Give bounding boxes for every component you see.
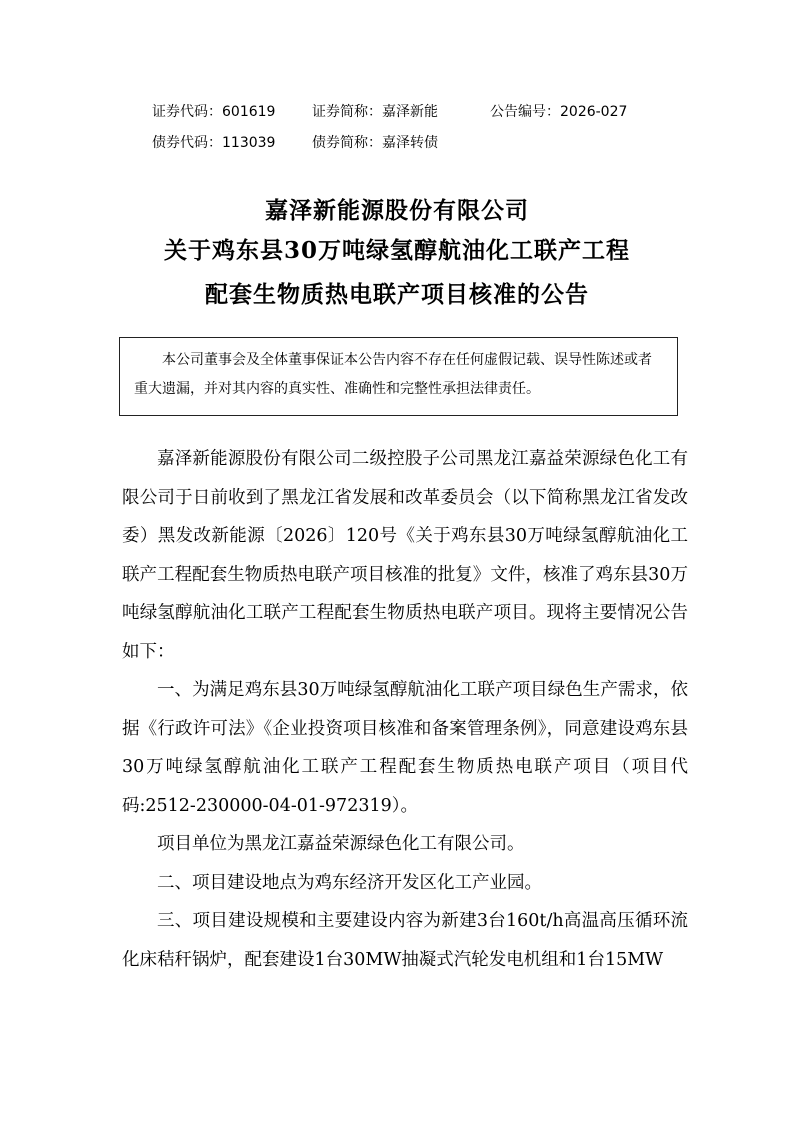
title-subject-line-1: 关于鸡东县30万吨绿氢醇航油化工联产工程 xyxy=(163,237,630,264)
header-row-securities xyxy=(152,102,627,122)
body-paragraph-location: 二、项目建设地点为鸡东经济开发区化工产业园。 xyxy=(157,872,542,893)
stock-code: 证券代码：601619 xyxy=(152,104,276,120)
bond-short-name: 债券简称：嘉泽转债 xyxy=(312,135,438,151)
header-row-bonds xyxy=(152,133,438,153)
body-paragraph-scale: 三、项目建设规模和主要建设内容为新建3台160t/h高温高压循环流化床秸秆锅炉，配套建设1台30MW抽凝式汽轮发电机组和1台15MW xyxy=(122,911,688,970)
body-paragraph-project-unit: 项目单位为黑龙江嘉益荣源绿色化工有限公司。 xyxy=(157,834,525,854)
body-paragraph-intro: 嘉泽新能源股份有限公司二级控股子公司黑龙江嘉益荣源绿色化工有限公司于日前收到了黑龙江省发展和改革委员会（以下简称黑龙江省发改委）黑发改新能源〔2026〕120号《关于鸡东县30万吨绿氢醇航油化工联产工程配套生物质热电联产项目核准的批复》文件，核准了鸡东县30万吨绿氢醇航油化工联产工程配套生物质热电联产项目。现将主要情况公告如下： xyxy=(122,449,688,662)
title-subject-line-2: 配套生物质热电联产项目核准的公告 xyxy=(205,281,589,308)
announcement-number: 公告编号：2026-027 xyxy=(490,104,628,120)
stock-short-name: 证券简称：嘉泽新能 xyxy=(312,104,438,120)
board-guarantee-statement: 本公司董事会及全体董事保证本公告内容不存在任何虚假记载、误导性陈述或者重大遗漏，并对其内容的真实性、准确性和完整性承担法律责任。 xyxy=(119,337,678,416)
announcement-body xyxy=(122,440,688,979)
bond-code: 债券代码：113039 xyxy=(152,135,276,151)
title-company: 嘉泽新能源股份有限公司 xyxy=(265,197,529,224)
body-paragraph-approval: 一、为满足鸡东县30万吨绿氢醇航油化工联产项目绿色生产需求，依据《行政许可法》《企业投资项目核准和备案管理条例》，同意建设鸡东县30万吨绿氢醇航油化工联产工程配套生物质热电联产项目（项目代码:2512-230000-04-01-972319）。 xyxy=(122,680,688,816)
